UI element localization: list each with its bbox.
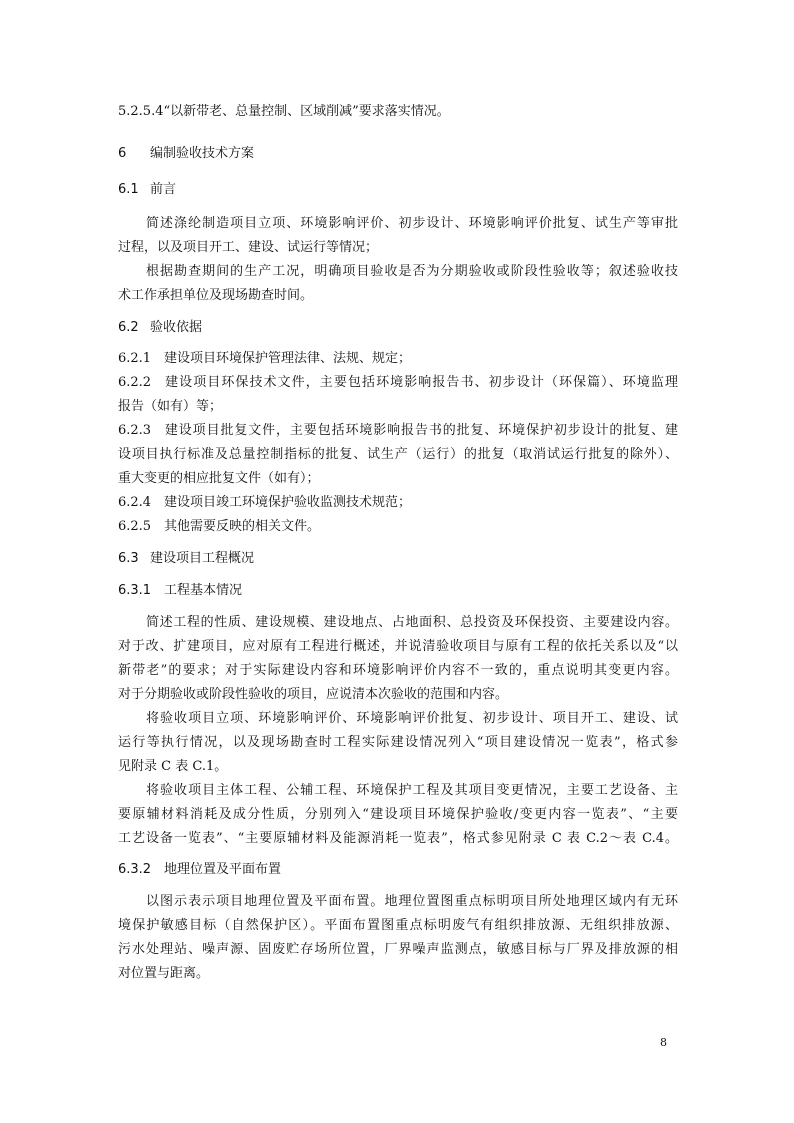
paragraph-line: 过程，以及项目开工、建设、试运行等情况； (118, 240, 379, 255)
item-6-2-1 (118, 351, 411, 367)
heading-title: 地理位置及平面布置 (164, 862, 282, 877)
paragraph-line: 将验收项目立项、环境影响评价、环境影响评价批复、初步设计、项目开工、建设、试 (146, 711, 678, 726)
paragraph-line: 对于分期验收或阶段性验收的项目，应说清本次验收的范围和内容。 (118, 687, 509, 702)
paragraph-line: 运行等执行情况，以及现场勘查时工程实际建设情况列入“项目建设情况一览表”，格式参 (118, 735, 678, 750)
item-text: 建设项目环境保护管理法律、法规、规定； (164, 351, 412, 366)
heading-6 (118, 146, 254, 162)
heading-title: 编制验收技术方案 (150, 146, 255, 161)
paragraph-line: 要原辅材料消耗及成分性质，分别列入“建设项目环境保护验收/变更内容一览表”、“主要 (118, 807, 678, 822)
paragraph-line: 设项目执行标准及总量控制指标的批复、试生产（运行）的批复（取消试运行批复的除外）、 (118, 447, 678, 462)
heading-6-3 (118, 551, 254, 567)
heading-title: 工程基本情况 (164, 583, 243, 598)
paragraph-line: 将验收项目主体工程、公辅工程、环境保护工程及其项目变更情况，主要工艺设备、主 (146, 783, 678, 798)
paragraph-line: 简述涤纶制造项目立项、环境影响评价、初步设计、环境影响评价批复、试生产等审批 (146, 216, 678, 231)
paragraph-line: 报告（如有）等； (118, 399, 223, 414)
paragraph-line: 以图示表示项目地理位置及平面布置。地理位置图重点标明项目所处地理区域内有无环 (146, 894, 678, 909)
heading-number: 6.1 (118, 182, 139, 197)
heading-6-1 (118, 182, 176, 198)
item-6-2-4 (118, 495, 411, 511)
item-number: 6.2.5 (118, 519, 152, 534)
heading-number: 6.3 (118, 551, 139, 566)
item-6-2-3 (118, 423, 678, 439)
item-number: 6.2.1 (118, 351, 152, 366)
heading-6-3-2 (118, 862, 281, 878)
item-number: 6.2.3 (118, 423, 152, 438)
paragraph-line: 对于改、扩建项目，应对原有工程进行概述，并说清验收项目与原有工程的依托关系以及“以 (118, 639, 678, 654)
heading-number: 6.3.1 (118, 583, 152, 598)
paragraph-line: 简述工程的性质、建设规模、建设地点、占地面积、总投资及环保投资、主要建设内容。 (146, 615, 678, 630)
heading-number: 6.3.2 (118, 862, 152, 877)
heading-6-2 (118, 320, 202, 336)
paragraph-line: 对位置与距离。 (118, 966, 210, 981)
paragraph-line: 污水处理站、噪声源、固废贮存场所位置，厂界噪声监测点，敏感目标与厂界及排放源的相 (118, 942, 678, 957)
heading-title: 建设项目工程概况 (150, 551, 255, 566)
paragraph-line: 新带老”的要求；对于实际建设内容和环境影响评价内容不一致的，重点说明其变更内容。 (118, 663, 678, 678)
paragraph-line: 工艺设备一览表”、“主要原辅材料及能源消耗一览表”，格式参见附录 C 表 C.2～表 C.4。 (118, 831, 678, 846)
heading-6-3-1 (118, 583, 242, 599)
heading-title: 前言 (150, 182, 177, 197)
heading-number: 6 (118, 146, 127, 161)
heading-title: 验收依据 (150, 320, 203, 335)
item-text: 其他需要反映的相关文件。 (164, 519, 321, 534)
paragraph-line: 根据勘查期间的生产工况，明确项目验收是否为分期验收或阶段性验收等；叙述验收技 (146, 264, 678, 279)
paragraph-line: 境保护敏感目标（自然保护区）。平面布置图重点标明废气有组织排放源、无组织排放源、 (118, 918, 678, 933)
item-6-2-5 (118, 519, 320, 535)
section-5-2-5-4: 5.2.5.4“以新带老、总量控制、区域削减”要求落实情况。 (118, 104, 450, 119)
item-number: 6.2.4 (118, 495, 152, 510)
item-text: 建设项目批复文件，主要包括环境影响报告书的批复、环境保护初步设计的批复、建 (164, 423, 678, 438)
paragraph-line: 术工作承担单位及现场勘查时间。 (118, 288, 314, 303)
item-text: 建设项目环保技术文件，主要包括环境影响报告书、初步设计（环保篇）、环境监理 (164, 375, 678, 390)
heading-number: 6.2 (118, 320, 139, 335)
page-number: 8 (660, 1036, 667, 1049)
item-6-2-2 (118, 375, 678, 391)
paragraph-line: 见附录 C 表 C.1。 (118, 759, 228, 774)
paragraph-line: 重大变更的相应批复文件（如有）； (118, 471, 320, 486)
item-number: 6.2.2 (118, 375, 152, 390)
item-text: 建设项目竣工环境保护验收监测技术规范； (164, 495, 412, 510)
